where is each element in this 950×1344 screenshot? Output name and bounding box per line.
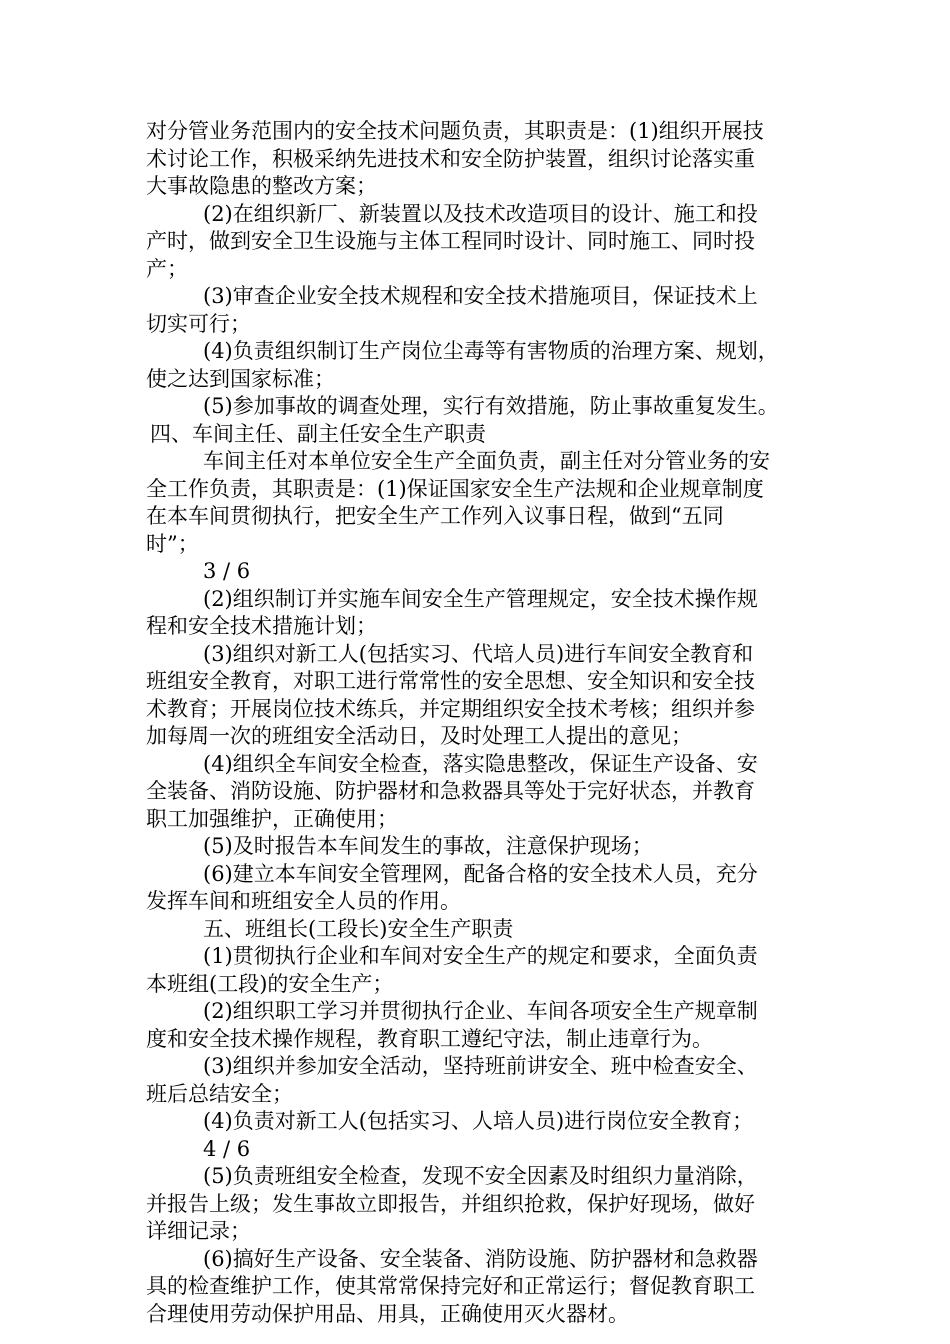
paragraph [146,1053,816,1108]
text-line: 3 / 6 [203,559,251,583]
text-line: (6)建立本车间安全管理网，配备合格的安全技术人员，充分 [203,861,758,886]
paragraph [146,641,816,751]
paragraph [146,393,816,421]
text-line: 车间主任对本单位安全生产全面负责，副主任对分管业务的安 [203,449,770,473]
paragraph [146,1163,816,1246]
text-line: 本班组(工段)的安全生产； [146,971,394,996]
paragraph [146,833,816,861]
text-line: 大事故隐患的整改方案； [146,174,377,198]
text-line: (2)在组织新厂、新装置以及技术改造项目的设计、施工和投 [203,201,758,226]
text-line: 使之达到国家标准； [146,366,335,391]
paragraph [146,118,816,201]
paragraph [146,861,816,916]
text-line: (3)组织对新工人(包括实习、代培人员)进行车间安全教育和 [203,641,754,666]
text-line: (2)组织制订并实施车间安全生产管理规定，安全技术操作规 [203,586,758,611]
text-line: (6)搞好生产设备、安全装备、消防设施、防护器材和急救器 [203,1246,758,1271]
paragraph [146,448,816,558]
text-line: (4)负责组织制订生产岗位尘毒等有害物质的治理方案、规划， [203,339,779,363]
text-line: (3)组织并参加安全活动，坚持班前讲安全、班中检查安全、 [203,1054,758,1078]
text-line: 4 / 6 [203,1136,251,1161]
paragraph [146,201,816,284]
text-line: 全工作负责，其职责是：(1)保证国家安全生产法规和企业规章制度 [146,476,764,501]
text-line: (3)审查企业安全技术规程和安全技术措施项目，保证技术上 [203,284,758,308]
text-line: (5)负责班组安全检查，发现不安全因素及时组织力量消除， [203,1164,758,1188]
text-line: 发挥车间和班组安全人员的作用。 [146,889,461,913]
paragraph [146,1108,816,1136]
text-line: (2)组织职工学习并贯彻执行企业、车间各项安全生产规章制 [203,999,758,1023]
paragraph [146,338,816,393]
paragraph [146,421,816,449]
text-line: 产时，做到安全卫生设施与主体工程同时设计、同时施工、同时投 [146,229,755,253]
document-body [146,118,816,1328]
text-line: (5)及时报告本车间发生的事故，注意保护现场； [203,834,653,858]
text-line: (4)组织全车间安全检查，落实隐患整改，保证生产设备、安 [203,751,758,776]
text-line: (4)负责对新工人(包括实习、人培人员)进行岗位安全教育； [203,1109,754,1133]
text-line: 对分管业务范围内的安全技术问题负责，其职责是：(1)组织开展技 [146,119,764,143]
text-line: 具的检查维护工作，使其常常保持完好和正常运行；督促教育职工 [146,1274,755,1298]
text-line: 术教育；开展岗位技术练兵，并定期组织安全技术考核；组织并参 [146,696,755,721]
paragraph [146,586,816,641]
paragraph [146,751,816,834]
text-line: 产； [146,256,188,281]
text-line: 班后总结安全； [146,1081,293,1106]
paragraph [146,998,816,1053]
paragraph [146,1246,816,1329]
text-line: 详细记录； [146,1219,251,1243]
text-line: 并报告上级；发生事故立即报告，并组织抢救，保护好现场，做好 [146,1191,755,1216]
text-line: 术讨论工作，积极采纳先进技术和安全防护装置，组织讨论落实重 [146,146,755,171]
text-line: 切实可行； [146,311,251,336]
text-line: 时”； [146,531,199,556]
text-line: (1)贯彻执行企业和车间对安全生产的规定和要求，全面负责 [203,944,758,968]
text-line: 程和安全技术措施计划； [146,614,377,638]
text-line: 度和安全技术操作规程，教育职工遵纪守法，制止违章行为。 [146,1026,713,1051]
page-number [146,558,816,586]
text-line: 职工加强维护，正确使用； [146,806,398,831]
paragraph [146,916,816,944]
text-line: 五、班组长(工段长)安全生产职责 [203,916,514,941]
text-line: (5)参加事故的调查处理，实行有效措施，防止事故重复发生。 [203,394,779,418]
text-line: 加每周一次的班组安全活动日，及时处理工人提出的意见； [146,724,692,748]
text-line: 四、车间主任、副主任安全生产职责 [150,421,486,446]
text-line: 全装备、消防设施、防护器材和急救器具等处于完好状态，并教育 [146,779,755,803]
text-line: 合理使用劳动保护用品、用具，正确使用灭火器材。 [146,1301,629,1326]
paragraph [146,943,816,998]
text-line: 在本车间贯彻执行，把安全生产工作列入议事日程，做到“五同 [146,504,724,528]
text-line: 班组安全教育，对职工进行常常性的安全思想、安全知识和安全技 [146,669,755,693]
page-number [146,1136,816,1164]
paragraph [146,283,816,338]
